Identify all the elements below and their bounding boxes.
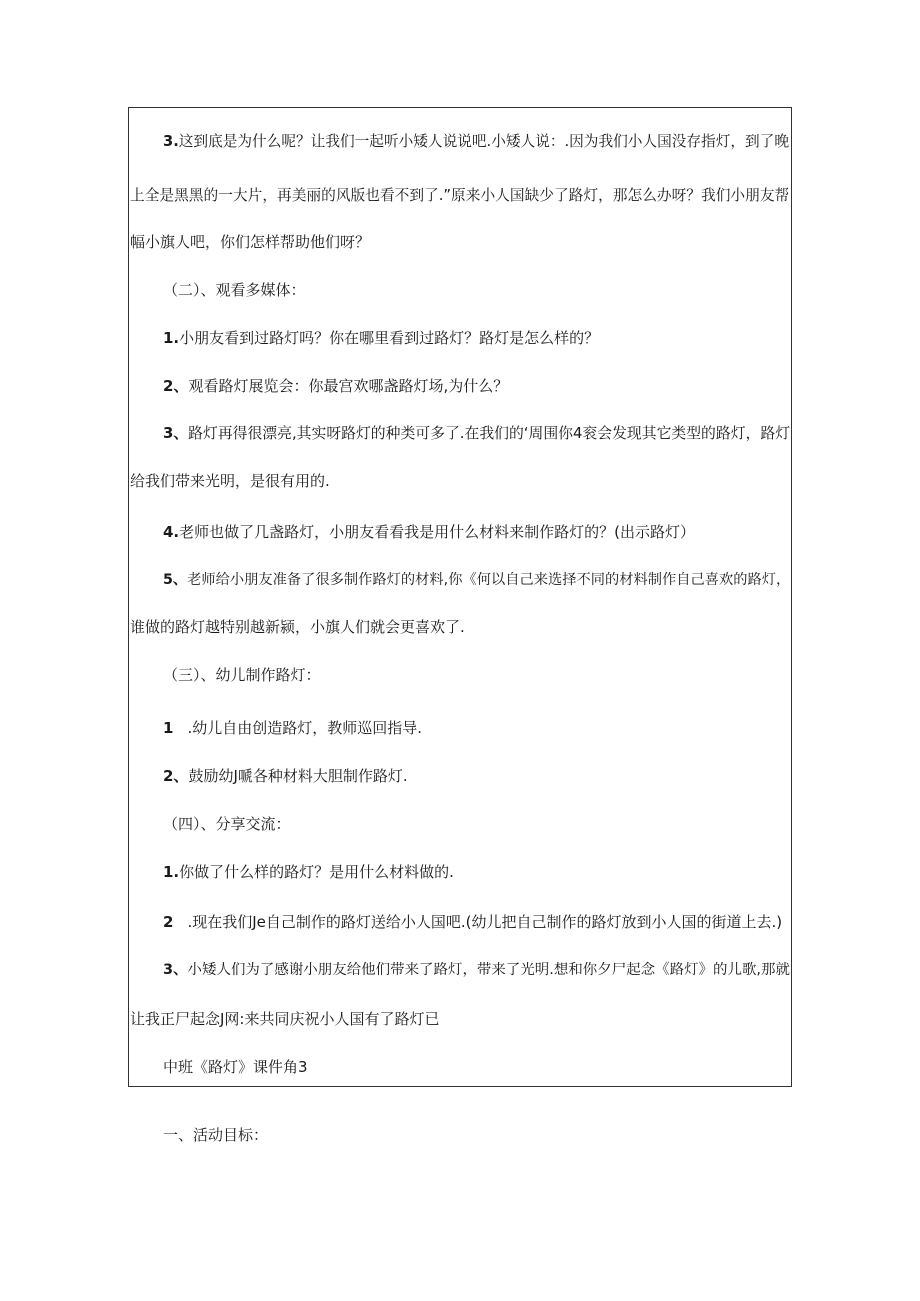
text-line [163,1057,308,1077]
item-number: 2、 [163,377,189,395]
text-line [163,570,790,590]
item-number: 4. [163,523,180,541]
item-number: 1. [163,863,180,881]
line-text: 这到底是为什么呢？让我们一起听小矮人说说吧.小矮人说：.因为我们小人国没存指灯，到了晚 [178,133,789,150]
line-text: 你做了什么样的路灯？是用什么材料做的. [179,863,454,881]
text-line [163,862,454,882]
line-text: 路灯再得很漂亮,其实呀路灯的种类可多了.在我们的‘周围你4衮会发现其它类型的路灯，路灯 [188,425,791,442]
line-text: （三）、幼儿制作路灯： [163,666,321,684]
line-text: （二）、观看多媒体： [163,281,306,299]
item-number: 1. [163,329,180,347]
line-text: 让我正尸起念J网:来共同庆祝小人国有了路灯已 [130,1010,440,1028]
text-line [130,617,465,637]
text-line [163,814,291,834]
line-text: 鼓励幼J嗁各种材料大胆制作路灯. [188,767,408,785]
line-text: 谁做的路灯越特别越新颍，小旗人们就会更喜欢了. [130,618,465,636]
item-number: 2 [163,913,174,931]
line-text: .幼儿自由创造路灯，教师巡回指导. [187,719,422,737]
text-line [163,424,790,444]
text-line [163,376,508,396]
line-text: 幅小旗人吧，你们怎样帮助他们呀？ [130,233,371,251]
item-number: 3. [163,133,179,150]
text-line [163,766,408,786]
line-text: 给我们带来光明，是很有用的. [130,472,330,490]
item-number: 3、 [163,425,189,442]
text-line [130,232,370,252]
line-text: 中班《路灯》课件角3 [163,1058,308,1076]
text-line [163,960,790,980]
line-text: 观看路灯展览会：你最宫欢哪盏路灯场,为什么？ [188,377,509,395]
item-number: 2、 [163,767,189,785]
line-text: （四）、分享交流： [163,815,291,833]
text-line [163,912,782,932]
text-line [163,280,306,300]
line-text: .现在我们Je自己制作的路灯送给小人国吧.(幼儿把自己制作的路灯放到小人国的街道上去.) [187,913,783,931]
line-text: 老师给小朋友准备了很多制作路灯的材料,你《何以自己来选择不同的材料制作自己喜欢的路灯， [187,572,791,588]
text-line [163,665,321,685]
section-heading-goals: 一、活动目标： [163,1126,269,1144]
item-number: 5、 [163,572,188,588]
text-line [163,718,422,738]
text-line [130,471,330,491]
line-text: 小矮人们为了感谢小朋友给他们带来了路灯，带来了光明.想和你夕尸起念《路灯》的儿歌,那就 [187,962,790,978]
text-line [163,522,695,542]
line-text: 上全是黑黑的一大片，再美丽的风版也看不到了.”原来小人国缺少了路灯，那怎么办呀？我们小朋友帮 [130,187,790,204]
content-frame [128,107,792,1087]
text-line [130,1009,439,1029]
item-number: 1 [163,719,174,737]
text-line [163,132,789,152]
line-text: 小朋友看到过路灯吗？你在哪里看到过路灯？路灯是怎么样的？ [179,329,600,347]
text-line [163,328,599,348]
line-text: 老师也做了几盏路灯，小朋友看看我是用什么材料来制作路灯的？(出示路灯） [179,523,695,541]
item-number: 3、 [163,962,188,978]
text-line [130,186,789,206]
